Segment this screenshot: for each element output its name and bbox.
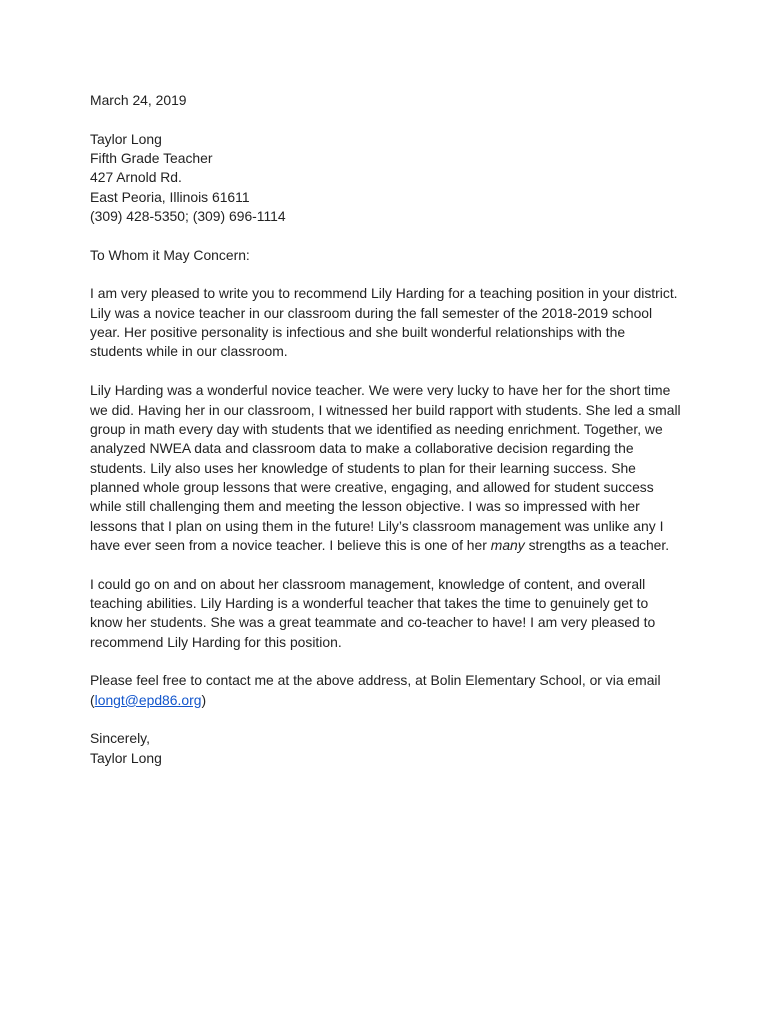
spacer [90, 110, 690, 129]
paragraph-line: recommend Lily Harding for this position. [90, 633, 342, 650]
text-run: have ever seen from a novice teacher. I believe this is one of her [90, 536, 491, 553]
sender-street: 427 Arnold Rd. [90, 169, 182, 186]
paragraph-line-last [90, 536, 690, 555]
salutation [90, 246, 690, 265]
paragraph-line: Lily was a novice teacher in our classroom during the fall semester of the 2018-2019 school [90, 304, 653, 321]
paragraph-summary [90, 575, 690, 652]
paragraph-line [90, 691, 690, 710]
sender-phones: (309) 428-5350; (309) 696-1114 [90, 208, 286, 225]
closing-text: Sincerely, [90, 730, 150, 747]
paragraph-line: lessons that I plan on using them in the future! Lily’s classroom management was unlike any I [90, 517, 664, 534]
text-run: strengths as a teacher. [524, 536, 670, 553]
paragraph-line: we did. Having her in our classroom, I witnessed her build rapport with students. She led a small [90, 401, 681, 418]
paragraph-line: planned whole group lessons that were creative, engaging, and allowed for student success [90, 478, 654, 495]
paragraph-line: group in math every day with students that we identified as needing enrichment. Together, we [90, 420, 663, 437]
open-paren: ( [90, 691, 95, 708]
letter-body [90, 91, 690, 768]
paragraph-line: students while in our classroom. [90, 343, 288, 360]
salutation-text: To Whom it May Concern: [90, 246, 250, 263]
paragraph-recommendation-intro [90, 284, 690, 361]
email-link[interactable]: longt@epd86.org [94, 691, 202, 708]
spacer [90, 555, 690, 574]
paragraph-line: Lily Harding was a wonderful novice teacher. We were very lucky to have her for the short time [90, 382, 671, 399]
paragraph-line: know her students. She was a great teammate and co-teacher to have! I am very pleased to [90, 614, 656, 631]
paragraph-teaching-details [90, 381, 690, 555]
closing-block [90, 729, 690, 768]
close-paren: ) [201, 691, 207, 708]
paragraph-line: teaching abilities. Lily Harding is a wonderful teacher that takes the time to genuinely get to [90, 594, 649, 611]
spacer [90, 362, 690, 381]
sender-name: Taylor Long [90, 130, 162, 147]
paragraph-line: year. Her positive personality is infectious and she built wonderful relationships with the [90, 324, 626, 341]
date-text: March 24, 2019 [90, 92, 187, 108]
paragraph-line: I could go on and on about her classroom management, knowledge of content, and overall [90, 575, 646, 592]
sender-city-state-zip: East Peoria, Illinois 61611 [90, 188, 250, 205]
paragraph-contact [90, 671, 690, 710]
paragraph-line: Please feel free to contact me at the above address, at Bolin Elementary School, or via email [90, 672, 661, 689]
paragraph-line: while still challenging them and meeting the lesson objective. I was so impressed with her [90, 498, 640, 515]
letter-date [90, 91, 690, 110]
paragraph-line: students. Lily also uses her knowledge of students to plan for their learning success. She [90, 459, 636, 476]
emphasized-word: many [490, 536, 525, 553]
spacer [90, 265, 690, 284]
spacer [90, 226, 690, 245]
sender-title: Fifth Grade Teacher [90, 150, 213, 167]
signature-name: Taylor Long [90, 749, 162, 766]
spacer [90, 710, 690, 729]
spacer [90, 652, 690, 671]
paragraph-line: I am very pleased to write you to recommend Lily Harding for a teaching position in your district. [90, 285, 678, 302]
sender-address-block [90, 130, 690, 227]
paragraph-line: analyzed NWEA data and classroom data to make a collaborative decision regarding the [90, 440, 634, 457]
